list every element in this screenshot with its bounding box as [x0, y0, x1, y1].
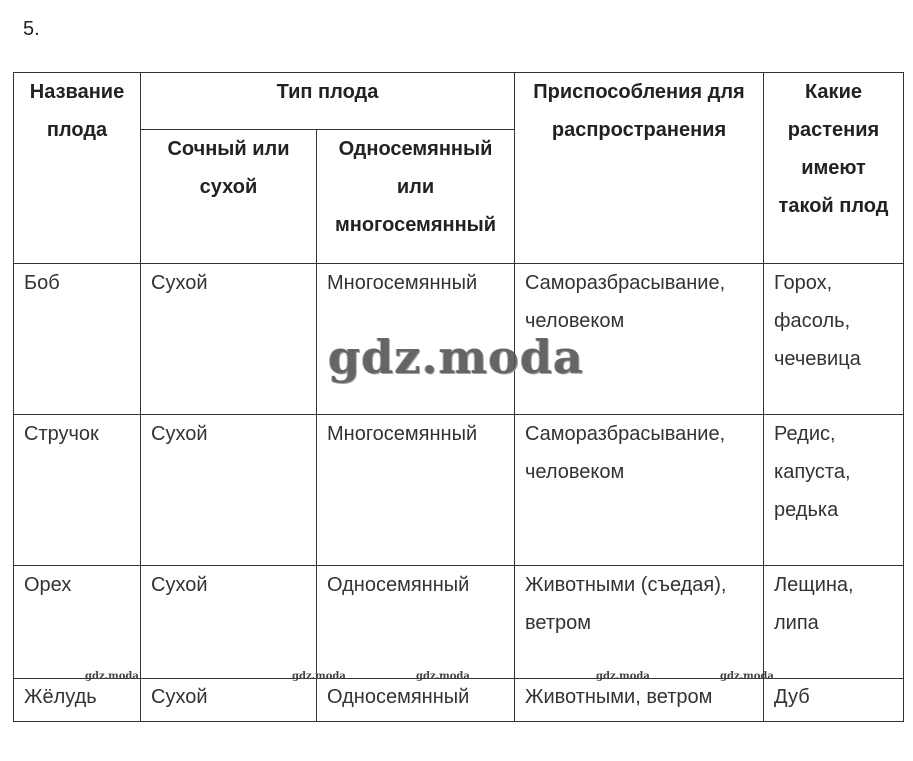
cell-name: Стручок — [14, 415, 141, 566]
cell-plants: Лещина, липа — [764, 566, 904, 679]
table-row — [14, 566, 904, 679]
cell-name: Жёлудь — [14, 679, 141, 722]
header-adaptations: Приспособления для распространения — [515, 73, 764, 264]
cell-type: Сухой — [141, 264, 317, 415]
cell-plants: Дуб — [764, 679, 904, 722]
task-number: 5. — [23, 18, 40, 40]
cell-name: Орех — [14, 566, 141, 679]
header-seeds: Односемянный или многосемянный — [317, 130, 515, 264]
table-row — [14, 415, 904, 566]
header-plants: Какие растения имеют такой плод — [764, 73, 904, 264]
header-row — [14, 73, 904, 130]
watermark-small: gdz.moda — [416, 671, 470, 682]
header-fruit-type: Тип плода — [141, 73, 515, 130]
table-row — [14, 679, 904, 722]
cell-seeds: Односемянный — [317, 679, 515, 722]
fruit-table — [13, 72, 904, 722]
watermark: gdz.moda — [328, 330, 584, 384]
header-juicy-or-dry: Сочный или сухой — [141, 130, 317, 264]
watermark-small: gdz.moda — [596, 671, 650, 682]
cell-adaptation: Животными, ветром — [515, 679, 764, 722]
cell-seeds: Многосемянный — [317, 264, 515, 415]
watermark-small: gdz.moda — [720, 671, 774, 682]
cell-plants: Редис, капуста, редька — [764, 415, 904, 566]
watermark-small: gdz.moda — [85, 671, 139, 682]
header-name: Название плода — [14, 73, 141, 264]
cell-seeds: Односемянный — [317, 566, 515, 679]
table-row — [14, 264, 904, 415]
cell-adaptation: Саморазбрасывание, человеком — [515, 415, 764, 566]
cell-type: Сухой — [141, 566, 317, 679]
watermark-small: gdz.moda — [292, 671, 346, 682]
cell-name: Боб — [14, 264, 141, 415]
cell-seeds: Многосемянный — [317, 415, 515, 566]
cell-adaptation: Саморазбрасывание, человеком — [515, 264, 764, 415]
cell-adaptation: Животными (съедая), ветром — [515, 566, 764, 679]
cell-type: Сухой — [141, 679, 317, 722]
cell-type: Сухой — [141, 415, 317, 566]
cell-plants: Горох, фасоль, чечевица — [764, 264, 904, 415]
